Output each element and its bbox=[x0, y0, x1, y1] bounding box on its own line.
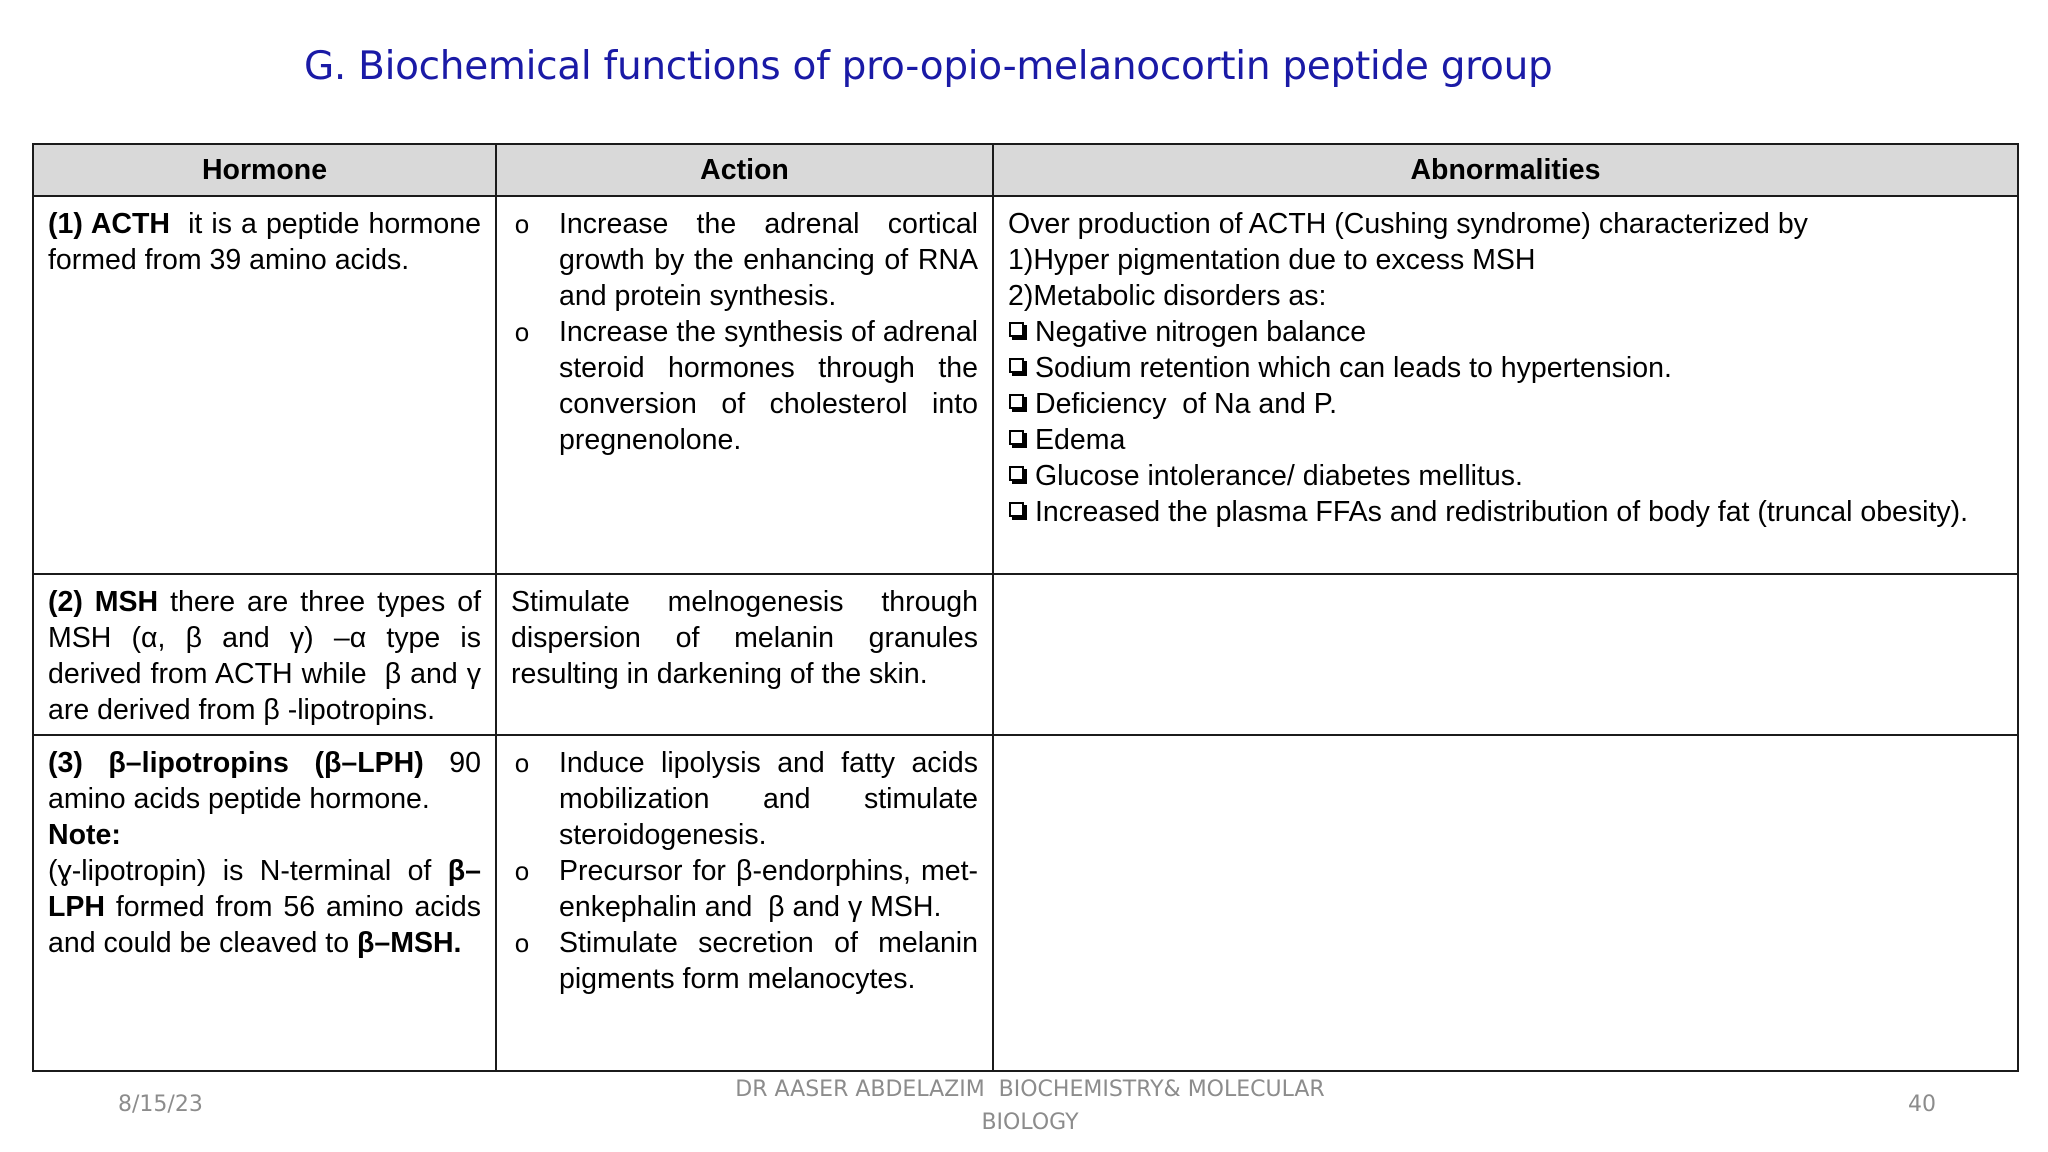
table-row bbox=[33, 574, 2018, 735]
list-item: o Precursor for β-endorphins, met-enkephalin and β and γ MSH. bbox=[511, 853, 978, 925]
column-header-hormone: Hormone bbox=[33, 144, 496, 196]
checkbox-bullet-icon bbox=[1009, 322, 1024, 337]
slide-title: G. Biochemical functions of pro-opio-melanocortin peptide group bbox=[304, 44, 1553, 89]
list-item: o Increase the adrenal cortical growth by the enhancing of RNA and protein synthesis. bbox=[511, 206, 978, 314]
abnormality-line: 1)Hyper pigmentation due to excess MSH bbox=[1008, 244, 1536, 276]
abnormality-line: 2)Metabolic disorders as: bbox=[1008, 280, 1327, 312]
footer-author-line: DR AASER ABDELAZIM BIOCHEMISTRY& MOLECULAR bbox=[735, 1077, 1325, 1102]
checklist-item: Edema bbox=[1008, 422, 2003, 458]
list-item: o Increase the synthesis of adrenal steroid hormones through the conversion of cholesterol into pregnenolone. bbox=[511, 314, 978, 458]
abnormalities-cell bbox=[993, 196, 2018, 574]
abnormalities-cell bbox=[993, 735, 2018, 1071]
hormone-text: 90 amino acids peptide hormone. bbox=[48, 747, 489, 815]
checklist-item: Negative nitrogen balance bbox=[1008, 314, 2003, 350]
note-text: (ɣ-lipotropin) is N-terminal of β–LPH formed from 56 amino acids and could be cleaved to β–MSH. bbox=[48, 855, 489, 959]
hormone-name: (3) β–lipotropins (β–LPH) bbox=[48, 747, 424, 779]
list-item: o Induce lipolysis and fatty acids mobilization and stimulate steroidogenesis. bbox=[511, 745, 978, 853]
footer-page-number: 40 bbox=[1908, 1092, 1936, 1117]
circle-bullet-icon: o bbox=[514, 748, 530, 778]
column-header-action: Action bbox=[496, 144, 993, 196]
hormone-description bbox=[48, 206, 489, 278]
checkbox-bullet-icon bbox=[1009, 430, 1024, 445]
note-label: Note: bbox=[48, 819, 121, 851]
hormone-description bbox=[48, 584, 489, 728]
checklist-item: Deficiency of Na and P. bbox=[1008, 386, 2003, 422]
action-text: Stimulate melnogenesis through dispersion of melanin granules resulting in darkening of the skin. bbox=[511, 586, 978, 690]
hormone-text: it is a peptide hormone formed from 39 amino acids. bbox=[48, 208, 489, 276]
table-row bbox=[33, 196, 2018, 574]
hormone-cell bbox=[33, 574, 496, 735]
action-cell bbox=[496, 574, 993, 735]
hormone-cell bbox=[33, 196, 496, 574]
checklist-item: Increased the plasma FFAs and redistribution of body fat (truncal obesity). bbox=[1008, 494, 2003, 530]
hormone-table bbox=[32, 143, 2019, 1072]
hormone-name: (2) MSH bbox=[48, 586, 159, 618]
checklist-item: Sodium retention which can leads to hypertension. bbox=[1008, 350, 2003, 386]
action-cell bbox=[496, 735, 993, 1071]
hormone-name: (1) ACTH bbox=[48, 208, 170, 240]
footer-author-line: BIOLOGY bbox=[981, 1110, 1079, 1135]
abnormalities-cell bbox=[993, 574, 2018, 735]
checkbox-bullet-icon bbox=[1009, 394, 1024, 409]
circle-bullet-icon: o bbox=[514, 317, 530, 347]
checklist-item: Glucose intolerance/ diabetes mellitus. bbox=[1008, 458, 2003, 494]
hormone-description bbox=[48, 745, 489, 817]
circle-bullet-icon: o bbox=[514, 209, 530, 239]
checkbox-bullet-icon bbox=[1009, 502, 1024, 517]
column-header-abnormalities: Abnormalities bbox=[993, 144, 2018, 196]
list-item: o Stimulate secretion of melanin pigments form melanocytes. bbox=[511, 925, 978, 997]
checkbox-bullet-icon bbox=[1009, 358, 1024, 373]
table-row bbox=[33, 735, 2018, 1071]
table-header-row bbox=[33, 144, 2018, 196]
action-list bbox=[511, 745, 978, 997]
circle-bullet-icon: o bbox=[514, 928, 530, 958]
footer-date: 8/15/23 bbox=[118, 1092, 203, 1117]
hormone-text: there are three types of MSH (α, β and γ) –α type is derived from ACTH while β and γ are derived from β -lipotropins. bbox=[48, 586, 489, 726]
hormone-cell bbox=[33, 735, 496, 1071]
abnormality-line: Over production of ACTH (Cushing syndrome) characterized by bbox=[1008, 208, 1808, 240]
footer-author bbox=[650, 1073, 1410, 1139]
action-cell bbox=[496, 196, 993, 574]
action-list bbox=[511, 206, 978, 458]
circle-bullet-icon: o bbox=[514, 856, 530, 886]
checkbox-bullet-icon bbox=[1009, 466, 1024, 481]
